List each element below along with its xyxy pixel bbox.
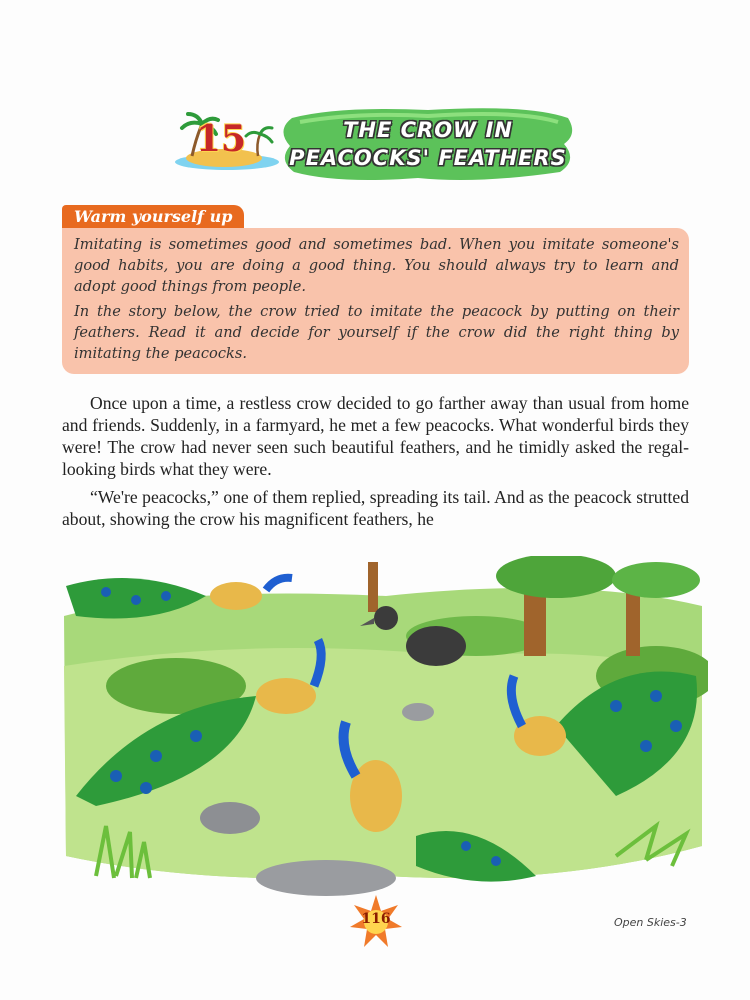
story-text — [62, 392, 689, 536]
page-number: 116 — [361, 911, 391, 927]
chapter-number: 15 — [196, 118, 247, 160]
chapter-title-line-1: THE CROW IN — [343, 118, 513, 142]
title-banner — [278, 104, 578, 182]
warm-up-paragraph: Imitating is sometimes good and sometimes bad. When you imitate someone's good habits, you are doing a good thing. You should always try to learn and adopt good things from people. — [74, 236, 679, 295]
warm-up-label: Warm yourself up — [62, 205, 244, 229]
warm-up-paragraph: In the story below, the crow tried to imitate the peacock by putting on their feathers. Read it and decide for yourself if the crow did the right thing by imitating the peacocks. — [74, 303, 679, 362]
peacocks-and-crow-illustration — [56, 556, 708, 896]
story-paragraph: Once upon a time, a restless crow decided to go farther away than usual from home and friends. Suddenly, in a farmyard, he met a few peacocks. What wonderful birds they were! The crow had never seen such beautiful feathers, and he timidly asked the regal-looking birds what they were. — [62, 393, 689, 479]
warm-up-box — [62, 228, 689, 374]
chapter-title-line-2: PEACOCKS' FEATHERS — [289, 146, 567, 170]
story-paragraph: “We're peacocks,” one of them replied, spreading its tail. And as the peacock strutted about, showing the crow his magnificent feathers, he — [62, 487, 689, 529]
book-title-footer: Open Skies-3 — [614, 916, 687, 929]
